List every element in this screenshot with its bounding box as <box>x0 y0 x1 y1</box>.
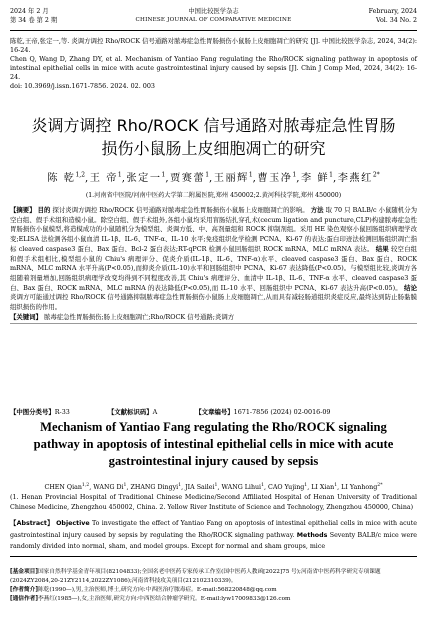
header-center <box>10 7 417 25</box>
abstract-en-label: 【Abstract】 <box>10 520 54 527</box>
issue-date-en: February, 2024 <box>368 8 417 15</box>
classification-line <box>10 407 417 416</box>
author-cn: 李 鲜$^1$ <box>301 171 333 184</box>
author-en: WANG Di$^1$ <box>93 483 127 492</box>
results-label: 结果 <box>375 244 389 253</box>
abstract-en <box>10 518 417 557</box>
citation-en: Chen Q, Wang D, Zhang DY, et al. Mechanism of Yantiao Fang regulating the Rho/ROCK signaling pathway in apoptosis of intestinal epithelial cells in mice with acute gastrointestinal injury caused by sepsis [J]. Chin J Comp Med, 2024, 34(2): 16-24. <box>10 55 417 82</box>
objective-en-label: Objective <box>56 520 90 527</box>
header-right <box>369 7 417 25</box>
methods-en-text: Seventy BALB/c mice were randomly divided into normal, sham, and model groups. Except for normal and sham groups, mice <box>10 531 417 551</box>
author-bio-note: [作者简介]陈乾(1990—),男,主治医师,博士,研究方向:中西医治疗脓毒症。E-mail:568220848@qq.com <box>10 587 277 593</box>
objective-label: 目的 <box>37 206 51 214</box>
affiliations-en: (1. Henan Provincial Hospital of Traditional Chinese Medicine/Second Affiliated Hospital of Henan University of Traditional Chinese Medicine, Zhengzhou 450002, China. 2. Yellow River Institute of Science and Technology, Zhengzhou 450000, China) <box>10 494 417 511</box>
author-en: LI Xian$^1$ <box>311 483 338 492</box>
affiliations-cn: (1.河南省中医院/河南中医药大学第二附属医院,郑州 450002;2.黄河科技学院,郑州 450000) <box>85 192 342 199</box>
title-cn-line-2: 损伤小鼠肠上皮细胞凋亡的研究 <box>101 139 326 158</box>
author-en: CAO Yujing$^1$ <box>268 483 308 492</box>
article-id-field: 【文章编号】1671-7856 (2024) 02-0016-09 <box>195 408 331 416</box>
keywords-label: 【关键词】 <box>10 312 42 321</box>
author-en: JIA Sailei$^1$ <box>185 483 218 492</box>
objective-text: 探讨炎调方调控 Rho/ROCK 信号通路对脓毒症急性胃肠损伤小鼠肠上皮细胞凋亡的影响。 <box>52 206 309 214</box>
citation-block <box>10 37 417 92</box>
funding-note: [基金项目]国家自然科学基金青年项目(82104833);全国名老中医药专家传承工作室(国中医药人教函[2022]75 号);河南省中医药科学研究专项课题(2024ZY2084,20-21ZY2114,2022ZY1086);河南省科技攻关项目(212102310339)。 <box>10 569 381 584</box>
running-header <box>10 6 417 31</box>
author-cn: 王丽辉$^1$ <box>213 171 253 184</box>
citation-cn: 陈乾,王帝,张定一,等. 炎调方调控 Rho/ROCK 信号通路对脓毒症急性胃肠损伤小鼠肠上皮细胞凋亡的研究 [J]. 中国比较医学杂志, 2024, 34(2): 16-24. <box>10 37 417 55</box>
volume-cn: 第 34 卷 第 2 期 <box>10 17 58 24</box>
journal-name-en: CHINESE JOURNAL OF COMPARATIVE MEDICINE <box>135 17 292 23</box>
author-cn: 张定一$^1$ <box>126 171 166 184</box>
keywords-text: 脓毒症急性胃肠损伤;肠上皮细胞凋亡;Rho/ROCK 信号通路;炎调方 <box>44 312 235 321</box>
author-cn: 李燕红$^{2*}$ <box>337 171 380 184</box>
article-title-cn <box>14 114 413 160</box>
methods-en-label: Methods <box>296 531 328 539</box>
issue-date-cn: 2024 年 2 月 <box>10 8 49 15</box>
footnotes <box>10 568 417 604</box>
objective-en-text: To investigate the effect of Yantiao Fang on apoptosis of intestinal epithelial cells in mice with acute gastrointestinal injury caused by sepsis by regulating the Rho/ROCK signaling pathway. <box>10 520 417 539</box>
author-cn: 曹玉净$^1$ <box>257 171 297 184</box>
author-list-en: CHEN Qian$^{1,2}$, WANG Di$^1$, ZHANG Dingyi$^1$, JIA Sailei$^1$, WANG Lihui$^1$, CAO Yujing$^1$, LI Xian$^1$, LI Yanhong$^{2*}$ <box>44 483 383 492</box>
journal-name-cn: 中国比较医学杂志 <box>188 8 239 15</box>
author-list-cn: 陈 乾$^{1,2}$,王 帝$^1$,张定一$^1$,贾赛蕾$^1$,王丽辉$^1$,曹玉净$^1$,李 鲜$^1$,李燕红$^{2*}$ <box>47 171 380 184</box>
volume-en: Vol. 34 No. 2 <box>376 17 417 24</box>
clc-field: 【中图分类号】R-33 <box>10 408 70 416</box>
methods-text: 取 70 只 BALB/c 小鼠随机分为空白组、假手术组和造模小鼠。除空白组、假手术组外,各组小鼠均采用盲肠结扎穿孔术(cecum ligation and puncture,CLP)构建脓毒症急性胃肠损伤小鼠模型,将造模成功的小鼠随机分为模型组、炎调方低、中、高剂量组和 ROCK 抑制剂组。采用 HE 染色观察小鼠回肠组织病理学改变;ELISA 法检测各组小鼠血清 IL-1β、IL-6、TNF-α、IL-10 水平;免疫组织化学检测 PCNA、Ki-67 的表达;蛋白印迹法检测回肠组织凋亡指标 cleaved caspase3 蛋白、Bax 蛋白、Bcl-2 蛋白表达;RT-qPCR 检测小鼠回肠组织 ROCK mRNA、MLC mRNA 表达。 <box>10 206 417 253</box>
title-cn-line-1: 炎调方调控 Rho/ROCK 信号通路对脓毒症急性胃肠 <box>31 116 396 135</box>
article-title-en: Mechanism of Yantiao Fang regulating the Rho/ROCK signaling pathway in apoptosis of intestinal epithelial cells in mice with acute gastrointestinal injury caused by sepsis <box>33 420 394 468</box>
doi[interactable]: doi: 10.3969/j.issn.1671-7856. 2024. 02. 003 <box>10 82 155 91</box>
author-cn: 陈 乾$^{1,2}$ <box>47 171 86 184</box>
conclusion-label: 结论 <box>404 283 417 292</box>
author-en: LI Yanhong$^{2*}$ <box>341 483 383 492</box>
doc-code-field: 【文献标识码】A <box>107 408 158 416</box>
author-cn: 贾赛蕾$^1$ <box>170 171 210 184</box>
author-cn: 王 帝$^1$ <box>89 171 122 184</box>
author-en: WANG Lihui$^1$ <box>221 483 265 492</box>
conclusion-text: 炎调方可能通过调控 Rho/ROCK 信号通路抑制脓毒症急性胃肠损伤小鼠肠上皮细胞凋亡,从而具有减轻肠道组织炎症反应,最终达到防止肠黏膜组织损伤的作用。 <box>10 293 417 312</box>
author-en: CHEN Qian$^{1,2}$ <box>44 483 90 492</box>
abstract-label: 【摘要】 <box>10 206 36 214</box>
methods-label: 方法 <box>310 206 324 214</box>
abstract-cn <box>10 206 417 324</box>
corresponding-author-note: [通信作者]李燕红(1985—),女,主治医师,研究方向:中西医结合肿瘤学研究。E-mail:lyw17009833@126.com <box>10 596 291 602</box>
results-text: 较空白组和假手术组相比,模型组小鼠的 Chiu's 病理评分、促炎介质(IL-1β、IL-6、TNF-α)水平、cleaved caspase3 蛋白、Bax 蛋白、ROCK mRNA、MLC mRNA 水平升高(P<0.05),而抑炎介质(IL-10)水平和回肠组织中 PCNA、Ki-67 表达降低(P<0.05)。与模型组比较,炎调方各组随着剂量增加,回肠组织病理学改变均得到不同程度改善,其 Chiu's 病理评分、血清中 IL-1β、IL-6、TNF-α 水平、cleaved caspase3 蛋白、Bax 蛋白、ROCK mRNA、MLC mRNA 的表达降低(P<0.05),而 IL-10 水平、回肠组织中 PCNA、Ki-67 表达升高(P<0.05)。 <box>10 244 417 292</box>
author-en: ZHANG Dingyi$^1$ <box>130 483 182 492</box>
